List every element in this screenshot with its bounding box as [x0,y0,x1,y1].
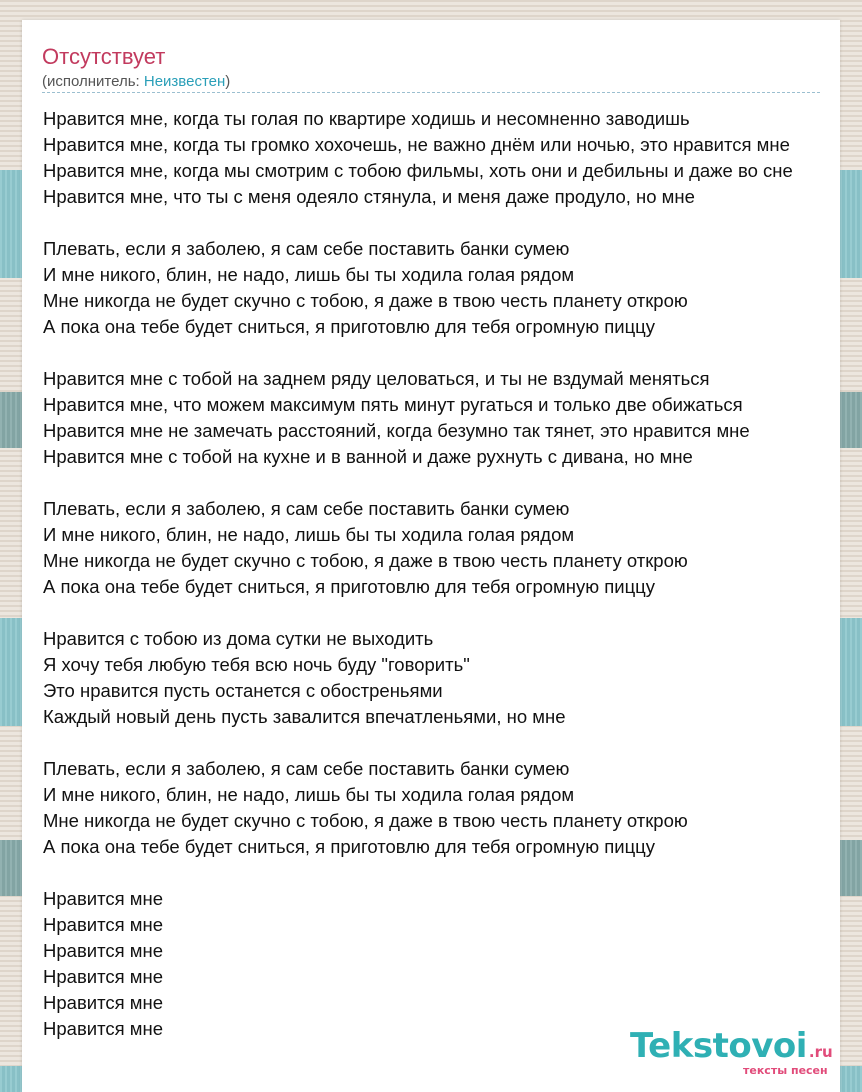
artist-prefix: (исполнитель: [42,73,144,90]
lyric-line: Мне никогда не будет скучно с тобою, я даже в твою честь планету открою [43,290,688,311]
lyric-line: Нравится мне, когда мы смотрим с тобою фильмы, хоть они и дебильны и даже во сне [43,160,793,181]
logo-tagline: тексты песен [743,1064,828,1077]
site-logo[interactable] [630,1026,833,1077]
lyric-line: Нравится мне [43,1018,163,1039]
lyric-line: И мне никого, блин, не надо, лишь бы ты ходила голая рядом [43,524,575,545]
lyric-line: Нравится мне не замечать расстояний, когда безумно так тянет, это нравится мне [43,420,750,441]
lyric-line: Нравится мне с тобой на кухне и в ванной и даже рухнуть с дивана, но мне [43,446,693,467]
artist-link[interactable]: Неизвестен [143,73,226,90]
lyric-line: Нравится мне, что можем максимум пять минут ругаться и только две обижаться [43,394,743,415]
lyric-line: Нравится мне [43,888,163,909]
lyrics-stanza [43,756,862,860]
lyrics-stanza [43,626,862,730]
lyric-line: Я хочу тебя любую тебя всю ночь буду "говорить" [43,654,470,675]
logo-tld: .ru [808,1043,833,1061]
lyric-line: Плевать, если я заболею, я сам себе поставить банки сумею [43,758,570,779]
lyric-line: Нравится мне с тобой на заднем ряду целоваться, и ты не вздумай меняться [43,368,710,389]
lyric-line: Нравится мне [43,914,163,935]
lyric-line: Нравится с тобою из дома сутки не выходить [43,628,434,649]
lyric-line: А пока она тебе будет сниться, я приготовлю для тебя огромную пиццу [43,316,656,337]
lyrics-stanza [43,496,862,600]
song-title: Отсутствует [42,44,166,69]
logo-name: Tekstovoi [630,1026,807,1066]
lyric-line: И мне никого, блин, не надо, лишь бы ты ходила голая рядом [43,784,575,805]
lyrics-stanza [43,236,862,340]
lyric-line: И мне никого, блин, не надо, лишь бы ты ходила голая рядом [43,264,575,285]
lyric-line: Это нравится пусть останется с обостреньями [43,680,443,701]
lyric-line: Нравится мне [43,966,163,987]
lyric-line: А пока она тебе будет сниться, я приготовлю для тебя огромную пиццу [43,836,656,857]
lyric-line: Плевать, если я заболею, я сам себе поставить банки сумею [43,498,570,519]
lyric-line: Мне никогда не будет скучно с тобою, я даже в твою честь планету открою [43,810,688,831]
artist-line [42,73,230,91]
artist-suffix: ) [225,73,231,90]
lyrics-body [43,106,862,1068]
lyrics-stanza [43,366,862,470]
lyric-line: Нравится мне, когда ты громко хохочешь, не важно днём или ночью, это нравится мне [43,134,790,155]
lyrics-stanza [43,886,862,1042]
lyric-line: Каждый новый день пусть завалится впечатленьями, но мне [43,706,566,727]
lyric-line: Нравится мне, что ты с меня одеяло стянула, и меня даже продуло, но мне [43,186,695,207]
lyric-line: А пока она тебе будет сниться, я приготовлю для тебя огромную пиццу [43,576,656,597]
lyric-line: Нравится мне [43,992,163,1013]
lyric-line: Нравится мне [43,940,163,961]
lyric-line: Мне никогда не будет скучно с тобою, я даже в твою честь планету открою [43,550,688,571]
divider [42,92,820,93]
lyrics-stanza [43,106,862,210]
lyric-line: Нравится мне, когда ты голая по квартире ходишь и несомненно заводишь [43,108,690,129]
lyric-line: Плевать, если я заболею, я сам себе поставить банки сумею [43,238,570,259]
